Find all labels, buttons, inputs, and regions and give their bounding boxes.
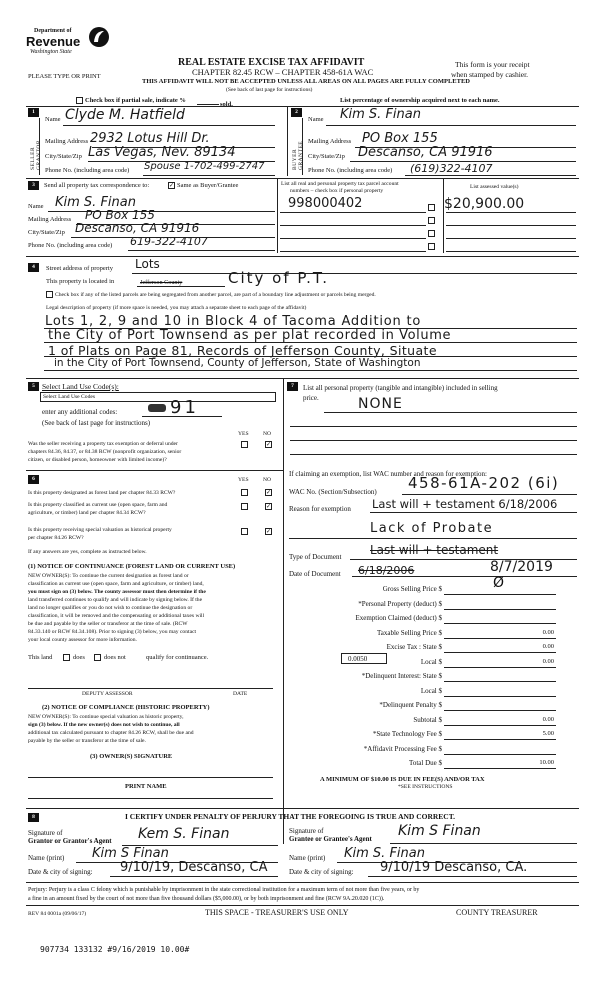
s6-if-yes: If any answers are yes, complete as instructed below. — [28, 549, 147, 555]
grantor-signature[interactable]: Kem S. Finan — [138, 826, 230, 842]
qualify-label: qualify for continuance. — [146, 654, 209, 661]
grantee-sig-label-2: Grantee or Grantee's Agent — [289, 835, 372, 843]
tax-row-label: Taxable Selling Price $ — [376, 628, 442, 637]
assessed-value[interactable]: $20,900.00 — [444, 196, 525, 212]
grantor-name[interactable]: Kim S Finan — [92, 846, 169, 861]
grantee-name[interactable]: Kim S. Finan — [344, 846, 425, 861]
s3-phone-label: Phone No. (including area code) — [28, 242, 113, 249]
assessed-header: List assessed value(s) — [470, 184, 519, 190]
rev-number: REV 84 0001a (09/06/17) — [28, 911, 87, 917]
section-6-badge: 6 — [28, 475, 39, 484]
section-8-badge: 8 — [28, 813, 39, 822]
cont-line-7: be due and payable by the seller or transferor at the time of sale. (RCW — [28, 621, 188, 627]
s2-city-label: City/State/Zip — [308, 153, 345, 160]
agency-line3: Washington State — [30, 49, 72, 55]
send-label: Send all property tax correspondence to: — [44, 182, 150, 189]
segregated-label: Check box if any of the listed parcels are being segregated from another parcel, are part of a boundary line adjustment or parcels being merged. — [55, 292, 376, 298]
owner-signature-label: (3) OWNER(S) SIGNATURE — [90, 753, 173, 760]
tax-row-value[interactable]: 0.00 — [542, 643, 554, 650]
form-warning: THIS AFFIDAVIT WILL NOT BE ACCEPTED UNLESS ALL AREAS ON ALL PAGES ARE FULLY COMPLETED — [142, 78, 470, 85]
buyer-mail[interactable]: PO Box 155 — [362, 131, 438, 146]
see-instructions: *SEE INSTRUCTIONS — [398, 784, 453, 790]
segregated-checkbox[interactable] — [46, 291, 53, 298]
legal-line-1[interactable]: Lots 1, 2, 9 and 10 in Block 4 of Tacoma Addition to — [45, 314, 422, 329]
s1-phone-label: Phone No. (including area code) — [45, 167, 130, 174]
cont-line-4: land transferred continues to qualify and will indicate by signing below. If the — [28, 597, 203, 603]
s6-q3-yes-checkbox[interactable] — [241, 528, 248, 535]
local-rate: 0.0050 — [348, 655, 368, 663]
cont-line-3: you must sign on (3) below. The county assessor must then determine if the — [28, 589, 206, 595]
cont-line-5: land no longer qualifies or you do not wish to continue the designation or — [28, 605, 193, 611]
s1-mail-label: Mailing Address — [45, 138, 89, 145]
tax-row-label: *Delinquent Penalty $ — [379, 701, 442, 709]
s2-mail-label: Mailing Address — [308, 138, 352, 145]
s3-name-label: Name — [28, 203, 44, 210]
legal-line-3[interactable]: 1 of Plats on Page 81, Records of Jefferson County, Situate — [48, 343, 437, 358]
tax-row-label: *Delinquent Interest: State $ — [361, 672, 442, 680]
s6-q2-yes-checkbox[interactable] — [241, 503, 248, 510]
additional-codes-label: enter any additional codes: — [42, 408, 118, 416]
s2-phone-label: Phone No. (including area code) — [308, 167, 393, 174]
form-title: REAL ESTATE EXCISE TAX AFFIDAVIT — [178, 57, 365, 68]
tax-name[interactable]: Kim S. Finan — [55, 195, 136, 210]
tax-row-label: Local $ — [420, 657, 442, 666]
grantor-date-label: Date & city of signing: — [28, 868, 93, 876]
certify-statement: I CERTIFY UNDER PENALTY OF PERJURY THAT THE FOREGOING IS TRUE AND CORRECT. — [125, 812, 456, 821]
s6-q1-yes-checkbox[interactable] — [241, 489, 248, 496]
street-label: Street address of property — [46, 265, 113, 272]
form-chapter: CHAPTER 82.45 RCW – CHAPTER 458-61A WAC — [192, 67, 374, 77]
claim-exemption-label: If claiming an exemption, list WAC number and reason for exemption: — [289, 470, 487, 478]
buyer-city[interactable]: Descanso, CA 91916 — [358, 145, 493, 160]
s6-q1-no-checkbox[interactable]: ✓ — [266, 490, 272, 496]
s6-q3-no-checkbox[interactable]: ✓ — [266, 529, 272, 535]
section-3-badge: 3 — [28, 181, 39, 190]
comp-line-1: NEW OWNER(S): To continue special valuation as historic property, — [28, 714, 184, 720]
tax-row-label: *State Technology Fee $ — [372, 730, 442, 738]
agency-logo — [26, 26, 118, 66]
grantor-sig-label-1: Signature of — [28, 829, 63, 837]
cont-line-2: classification as current use (open space, farm and agriculture, or timber) land, — [28, 581, 204, 587]
exemption-reason[interactable]: Last will + testament 6/18/2006 — [372, 497, 558, 511]
section-5-badge: 5 — [28, 382, 39, 391]
does-not-label: does not — [104, 654, 126, 661]
street-value[interactable]: Lots — [135, 257, 160, 271]
legal-line-2[interactable]: the City of Port Townsend as per plat recorded in Volume — [48, 328, 452, 343]
wac-number[interactable]: 458-61A-202 (6i) — [408, 474, 560, 492]
cont-line-6: classification, it will be removed and the compensating or additional taxes will — [28, 613, 205, 619]
located-label: This property is located in — [46, 278, 115, 285]
seller-phone[interactable]: Spouse 1-702-499-2747 — [144, 161, 265, 172]
county-treasurer: COUNTY TREASURER — [456, 908, 538, 917]
cashier-stamp: 907734 133132 #9/16/2019 10.00# — [40, 945, 190, 954]
parcel-number[interactable]: 998000402 — [288, 196, 363, 211]
s6-q3-line1: Is this property receiving special valuation as historical property — [28, 527, 172, 533]
land-use-label: Select Land Use Code(s): — [42, 382, 119, 391]
seller-city[interactable]: Las Vegas, Nev. 89134 — [88, 145, 236, 160]
grantee-sig-label-1: Signature of — [289, 827, 324, 835]
county-typed: Jefferson County — [140, 279, 183, 286]
exemption-reason-2[interactable]: Lack of Probate — [370, 521, 494, 536]
this-land-label: This land — [28, 654, 53, 661]
buyer-name[interactable]: Kim S. Finan — [340, 107, 421, 122]
section-4-badge: 4 — [28, 263, 39, 272]
s5-no: NO — [263, 431, 272, 437]
comp-line-2: sign (3) below. If the new owner(s) does not wish to continue, all — [28, 722, 180, 728]
perjury-line-2: a fine in an amount fixed by the court of not more than five thousand dollars ($5,000.00), or by both imprisonment and fine (RCW 9A.20.020 (1C)). — [28, 896, 385, 902]
deputy-assessor-label: DEPUTY ASSESSOR — [82, 691, 133, 697]
tax-row-label: Local $ — [420, 686, 442, 695]
partial-sale-label: Check box if partial sale, indicate % — [85, 97, 186, 104]
doc-type-struck[interactable]: Last will + testament — [370, 543, 499, 557]
does-label: does — [73, 654, 85, 661]
tax-city[interactable]: Descanso, CA 91916 — [75, 221, 200, 235]
tax-row-label: Total Due $ — [409, 759, 442, 767]
department-logo-icon — [86, 26, 112, 48]
s1-city-label: City/State/Zip — [45, 153, 82, 160]
s5-yes: YES — [238, 431, 249, 437]
personal-property-checkbox-2[interactable] — [428, 217, 435, 224]
personal-property-value[interactable]: NONE — [358, 396, 403, 412]
tax-row-label: Gross Selling Price $ — [382, 585, 442, 593]
receipt-line2: when stamped by cashier. — [451, 70, 529, 79]
sold-label: sold. — [220, 101, 233, 108]
cont-line-8: 84.33.140 or RCW 84.34.108). Prior to signing (3) below, you may contact — [28, 629, 197, 635]
land-use-code[interactable]: 91 — [170, 397, 199, 418]
continuance-title: (1) NOTICE OF CONTINUANCE (FOREST LAND OR CURRENT USE) — [28, 563, 236, 570]
agency-line2: Revenue — [26, 34, 81, 49]
grantee-name-label: Name (print) — [289, 854, 326, 862]
tax-row-label: Exemption Claimed (deduct) $ — [355, 614, 442, 622]
tax-row-value[interactable]: 0.00 — [542, 628, 554, 636]
receipt-line1: This form is your receipt — [455, 60, 530, 69]
tax-row-label: *Personal Property (deduct) $ — [358, 599, 442, 608]
code-scribble — [148, 404, 166, 412]
section-1-badge: 1 — [28, 108, 39, 117]
does-not-checkbox[interactable] — [94, 654, 101, 661]
s6-q2-line2: agriculture, or timber) land per chapter 84.34 RCW? — [28, 510, 146, 516]
s3-city-label: City/State/Zip — [28, 229, 65, 236]
tax-row-value[interactable]: 0.00 — [542, 657, 554, 665]
s2-name-label: Name — [308, 116, 324, 123]
parcel-header-2: numbers – check box if personal property — [290, 188, 384, 194]
seller-side-label: SELLER GRANTOR — [30, 140, 42, 170]
s5-q1-yes-checkbox[interactable] — [241, 441, 248, 448]
please-type: PLEASE TYPE OR PRINT — [28, 73, 101, 80]
partial-sale-checkbox[interactable] — [76, 97, 83, 104]
personal-property-checkbox-1[interactable] — [428, 204, 435, 211]
minimum-due: A MINIMUM OF $10.00 IS DUE IN FEE(S) AND/OR TAX — [320, 776, 485, 783]
wac-label: WAC No. (Section/Subsection) — [289, 488, 377, 496]
comp-line-3: additional tax calculated pursuant to chapter 84.26 RCW, shall be due and — [28, 730, 194, 736]
tax-mail[interactable]: PO Box 155 — [85, 208, 155, 222]
s6-q1: Is this property designated as forest land per chapter 84.33 RCW? — [28, 490, 176, 496]
grantor-name-label: Name (print) — [28, 854, 65, 862]
legal-label: Legal description of property (if more space is needed, you may attach a separate sheet to each page of the affidavit) — [46, 305, 307, 311]
section-2-badge: 2 — [291, 108, 302, 117]
s5-q1-line3: citizen, or disabled person, homeowner with limited income)? — [28, 457, 167, 463]
s6-no: NO — [263, 477, 272, 483]
personal-property-checkbox-4[interactable] — [428, 243, 435, 250]
s3-mail-label: Mailing Address — [28, 216, 72, 223]
deputy-date-label: DATE — [233, 691, 248, 697]
s5-see-back: (See back of last page for instructions) — [42, 419, 151, 427]
agency-line1: Department of — [34, 28, 72, 34]
tax-row-label: Subtotal $ — [413, 715, 442, 724]
does-checkbox[interactable] — [63, 654, 70, 661]
s6-q2-line1: Is this property classified as current use (open space, farm and — [28, 502, 168, 508]
seller-name[interactable]: Clyde M. Hatfield — [65, 107, 185, 123]
parcel-header-1: List all real and personal property tax parcel account — [281, 181, 399, 187]
cont-line-1: NEW OWNER(S): To continue the current designation as forest land or — [28, 573, 189, 579]
doc-date-label: Date of Document — [289, 570, 341, 578]
grantor-date[interactable]: 9/10/19, Descanso, CA — [120, 860, 268, 875]
personal-property-label-2: price. — [303, 394, 319, 402]
same-as-buyer-label: Same as Buyer/Grantee — [177, 182, 239, 189]
doc-date[interactable]: 8/7/2019 — [490, 559, 553, 575]
tax-row-value[interactable]: 0.00 — [542, 715, 554, 723]
s6-q3-line2: per chapter 84.26 RCW? — [28, 535, 84, 541]
cont-line-9: your local county assessor for more information. — [28, 637, 137, 643]
s5-q1-line1: Was the seller receiving a property tax exemption or deferral under — [28, 441, 178, 447]
perjury-line-1: Perjury: Perjury is a class C felony which is punishable by imprisonment in the state correctional institution for a maximum term of not more than five years, or by — [28, 887, 420, 893]
tax-row-label: *Affidavit Processing Fee $ — [363, 744, 442, 753]
compliance-title: (2) NOTICE OF COMPLIANCE (HISTORIC PROPERTY) — [42, 704, 210, 711]
s5-q1-no-checkbox[interactable]: ✓ — [266, 442, 272, 448]
tax-row-label: Excise Tax : State $ — [386, 643, 442, 651]
s6-yes: YES — [238, 477, 249, 483]
treasurer-only: THIS SPACE - TREASURER'S USE ONLY — [205, 908, 349, 917]
buyer-phone[interactable]: (619)322-4107 — [410, 162, 493, 175]
tax-row-value[interactable]: 10.00 — [539, 759, 554, 766]
personal-property-checkbox-3[interactable] — [428, 230, 435, 237]
s6-q2-no-checkbox[interactable]: ✓ — [266, 504, 272, 510]
see-back: (See back of last page for instructions) — [226, 87, 313, 93]
ownership-label: List percentage of ownership acquired next to each name. — [340, 97, 500, 104]
doc-type-label: Type of Document — [289, 553, 342, 561]
s1-name-label: Name — [45, 116, 61, 123]
land-use-select-value: Select Land Use Codes — [43, 393, 96, 400]
doc-date-struck[interactable]: 6/18/2006 — [358, 564, 415, 577]
tax-row-value[interactable]: 5.00 — [542, 730, 554, 737]
city-handwritten[interactable]: City of P.T. — [228, 269, 330, 287]
tax-row-value[interactable]: Ø — [492, 575, 504, 591]
buyer-side-label: BUYER GRANTEE — [292, 140, 304, 170]
grantee-date[interactable]: 9/10/19 Descanso, CA. — [380, 860, 528, 875]
s5-q1-line2: chapters 84.36, 84.37, or 84.38 RCW (nonprofit organization, senior — [28, 449, 182, 455]
grantee-signature[interactable]: Kim S Finan — [398, 823, 481, 839]
personal-property-label: List all personal property (tangible and intangible) included in selling — [303, 384, 498, 392]
same-as-buyer-checkbox[interactable]: ✓ — [169, 183, 175, 189]
tax-phone[interactable]: 619-322-4107 — [130, 235, 208, 248]
grantor-sig-label-2: Grantor or Grantor's Agent — [28, 837, 112, 845]
section-7-badge: 7 — [287, 382, 298, 391]
seller-mail[interactable]: 2932 Lotus Hill Dr. — [90, 131, 210, 146]
print-name-label: PRINT NAME — [125, 783, 167, 790]
reason-label: Reason for exemption — [289, 505, 351, 513]
grantee-date-label: Date & city of signing: — [289, 868, 354, 876]
comp-line-4: payable by the seller or transferor at the time of sale. — [28, 738, 146, 744]
legal-line-4[interactable]: in the City of Port Townsend, County of Jefferson, State of Washington — [54, 357, 421, 369]
